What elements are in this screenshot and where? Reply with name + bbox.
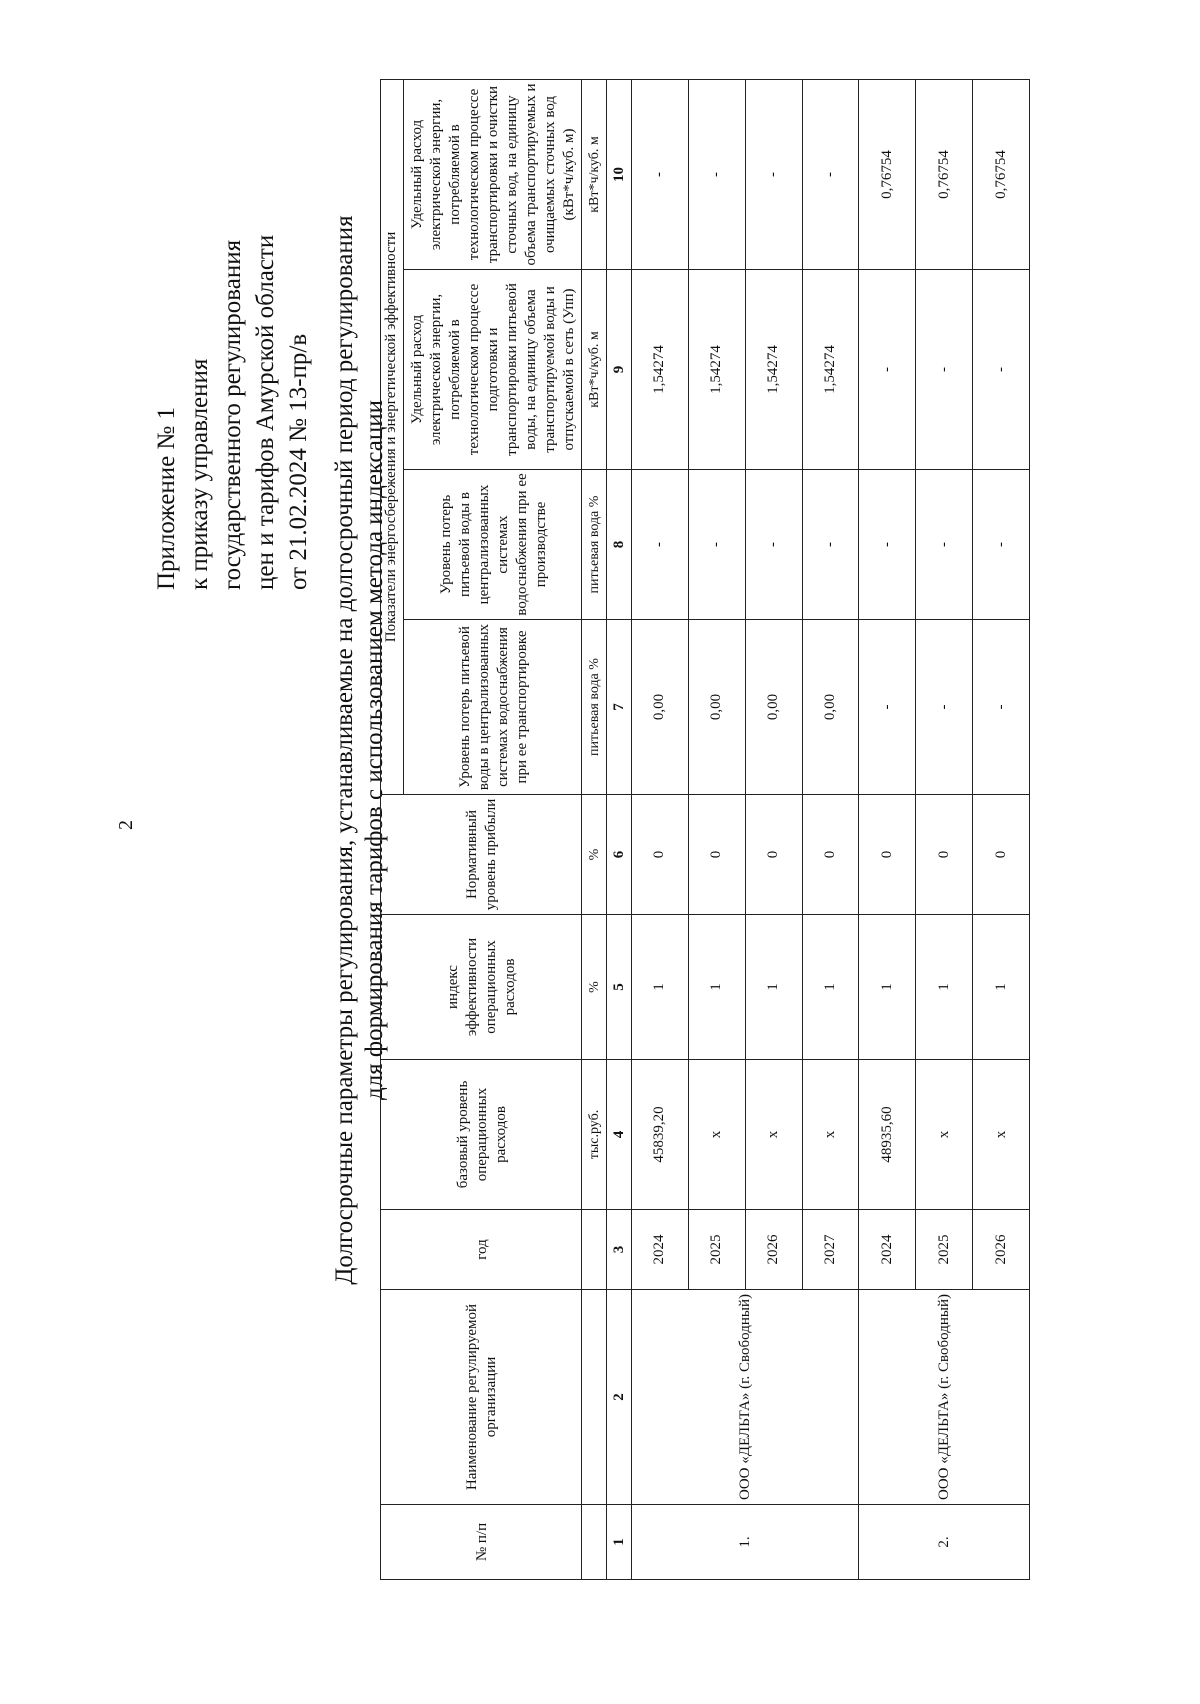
column-number: 8 [607, 470, 632, 620]
column-number: 2 [607, 1290, 632, 1505]
cell-base-opex: x [973, 1060, 1030, 1210]
cell-year: 2024 [859, 1210, 916, 1290]
column-number: 4 [607, 1060, 632, 1210]
cell-base-opex: x [688, 1060, 745, 1210]
unit-cell [582, 1210, 607, 1290]
cell-year: 2025 [688, 1210, 745, 1290]
column-number: 3 [607, 1210, 632, 1290]
organization-name: ООО «ДЕЛЬТА» (г. Свободный) [859, 1290, 1030, 1505]
cell-loss-transport: 0,00 [688, 620, 745, 795]
cell-loss-production: - [973, 470, 1030, 620]
unit-cell: питьевая вода % [582, 470, 607, 620]
column-number: 5 [607, 915, 632, 1060]
row-number: 2. [859, 1505, 1030, 1580]
cell-loss-production: - [859, 470, 916, 620]
unit-cell: % [582, 795, 607, 915]
parameters-table-container [380, 80, 1030, 1580]
appendix-line: Приложение № 1 [153, 406, 180, 590]
cell-electricity-water: 1,54274 [745, 270, 802, 470]
cell-year: 2026 [973, 1210, 1030, 1290]
cell-electricity-water: - [916, 270, 973, 470]
cell-efficiency-index: 1 [973, 915, 1030, 1060]
column-number: 1 [607, 1505, 632, 1580]
cell-profit-level: 0 [973, 795, 1030, 915]
header-loss-transport: Уровень потерь питьевой воды в централизованных системах водоснабжения при ее транспортировке [404, 620, 582, 795]
cell-electricity-water: - [859, 270, 916, 470]
cell-electricity-water: 1,54274 [802, 270, 859, 470]
organization-name: ООО «ДЕЛЬТА» (г. Свободный) [632, 1290, 859, 1505]
header-energy-group: Показатели энергосбережения и энергетической эффективности [381, 79, 404, 794]
cell-efficiency-index: 1 [745, 915, 802, 1060]
cell-loss-transport: - [859, 620, 916, 795]
title-line: Долгосрочные параметры регулирования, устанавливаемые на долгосрочный период регулирования [331, 215, 358, 1285]
column-number: 6 [607, 795, 632, 915]
cell-profit-level: 0 [688, 795, 745, 915]
cell-year: 2027 [802, 1210, 859, 1290]
cell-base-opex: x [745, 1060, 802, 1210]
unit-cell [582, 1505, 607, 1580]
cell-year: 2024 [632, 1210, 689, 1290]
header-efficiency-index: индекс эффективности операционных расходов [381, 915, 582, 1060]
cell-year: 2026 [745, 1210, 802, 1290]
cell-profit-level: 0 [859, 795, 916, 915]
cell-base-opex: x [802, 1060, 859, 1210]
cell-profit-level: 0 [632, 795, 689, 915]
cell-profit-level: 0 [745, 795, 802, 915]
cell-loss-production: - [632, 470, 689, 620]
cell-electricity-sewer: - [632, 79, 689, 269]
cell-electricity-sewer: 0,76754 [973, 79, 1030, 269]
cell-electricity-sewer: 0,76754 [916, 79, 973, 269]
column-number: 7 [607, 620, 632, 795]
cell-electricity-water: 1,54274 [632, 270, 689, 470]
header-profit-level: Нормативный уровень прибыли [381, 795, 582, 915]
parameters-table [380, 79, 1030, 1580]
appendix-block [150, 160, 315, 590]
cell-efficiency-index: 1 [916, 915, 973, 1060]
appendix-line: цен и тарифов Амурской области [252, 234, 279, 590]
cell-efficiency-index: 1 [632, 915, 689, 1060]
unit-cell [582, 1290, 607, 1505]
appendix-line: к приказу управления [186, 358, 213, 590]
cell-base-opex: x [916, 1060, 973, 1210]
column-number: 10 [607, 79, 632, 269]
cell-electricity-water: 1,54274 [688, 270, 745, 470]
header-electricity-sewer: Удельный расход электрической энергии, потребляемой в технологическом процессе транспортировки и очистки сточных вод, на единицу объема транспортируемых и очищаемых сточных вод (кВт*ч/куб. м) [404, 79, 582, 269]
cell-loss-transport: 0,00 [632, 620, 689, 795]
cell-electricity-sewer: - [745, 79, 802, 269]
page-number: 2 [115, 820, 137, 830]
unit-cell: % [582, 915, 607, 1060]
table-row [632, 79, 689, 1579]
cell-electricity-sewer: - [802, 79, 859, 269]
cell-loss-transport: 0,00 [802, 620, 859, 795]
cell-efficiency-index: 1 [859, 915, 916, 1060]
cell-electricity-water: - [973, 270, 1030, 470]
title-line: для формирования тарифов с использованием метода индексации [361, 399, 388, 1101]
cell-base-opex: 48935,60 [859, 1060, 916, 1210]
cell-efficiency-index: 1 [688, 915, 745, 1060]
header-electricity-water: Удельный расход электрической энергии, потребляемой в технологическом процессе подготовки и транспортировки питьевой воды, на единицу объема транспортируемой воды и отпускаемой в сеть (Упп) [404, 270, 582, 470]
cell-loss-production: - [688, 470, 745, 620]
column-number: 9 [607, 270, 632, 470]
cell-profit-level: 0 [802, 795, 859, 915]
cell-year: 2025 [916, 1210, 973, 1290]
header-organization: Наименование регулируемой организации [381, 1290, 582, 1505]
cell-efficiency-index: 1 [802, 915, 859, 1060]
header-loss-production: Уровень потерь питьевой воды в централизованных системах водоснабжения при ее производстве [404, 470, 582, 620]
cell-electricity-sewer: - [688, 79, 745, 269]
header-base-opex: базовый уровень операционных расходов [381, 1060, 582, 1210]
cell-electricity-sewer: 0,76754 [859, 79, 916, 269]
cell-loss-production: - [802, 470, 859, 620]
cell-base-opex: 45839,20 [632, 1060, 689, 1210]
header-year: год [381, 1210, 582, 1290]
cell-loss-production: - [916, 470, 973, 620]
row-number: 1. [632, 1505, 859, 1580]
header-number: № п/п [381, 1505, 582, 1580]
unit-cell: кВт*ч/куб. м [582, 270, 607, 470]
cell-loss-transport: - [973, 620, 1030, 795]
cell-loss-transport: - [916, 620, 973, 795]
unit-cell: питьевая вода % [582, 620, 607, 795]
cell-loss-production: - [745, 470, 802, 620]
unit-cell: тыс.руб. [582, 1060, 607, 1210]
appendix-line: государственного регулирования [219, 239, 246, 590]
cell-loss-transport: 0,00 [745, 620, 802, 795]
table-row [859, 79, 916, 1579]
unit-cell: кВт*ч/куб. м [582, 79, 607, 269]
appendix-line: от 21.02.2024 № 13-пр/в [285, 333, 312, 590]
cell-profit-level: 0 [916, 795, 973, 915]
